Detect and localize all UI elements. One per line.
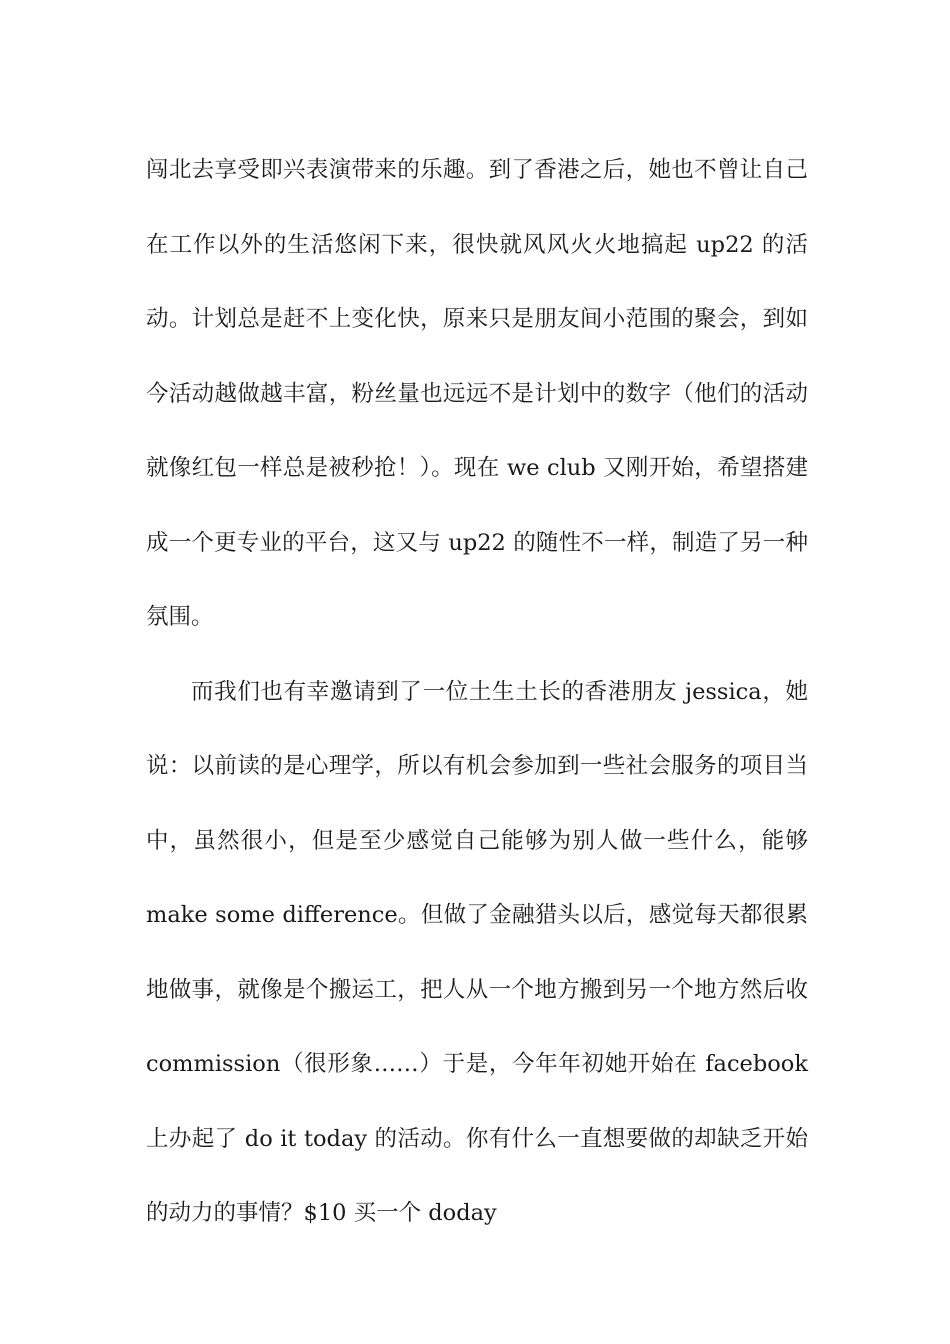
- document-body: [146, 133, 808, 1251]
- paragraph-1: 闯北去享受即兴表演带来的乐趣。到了香港之后，她也不曾让自己在工作以外的生活悠闲下来，很快就风风火火地搞起 up22 的活动。计划总是赶不上变化快，原来只是朋友间小范围的聚会，到如今活动越做越丰富，粉丝量也远远不是计划中的数字（他们的活动就像红包一样总是被秒抢！）。现在 we club 又刚开始，希望搭建成一个更专业的平台，这又与 up22 的随性不一样，制造了另一种氛围。: [146, 157, 808, 630]
- paragraph-2: 而我们也有幸邀请到了一位土生土长的香港朋友 jessica，她说：以前读的是心理学，所以有机会参加到一些社会服务的项目当中，虽然很小，但是至少感觉自己能够为别人做一些什么，能够 make some difference。但做了金融猎头以后，感觉每天都很累地做事，就像是个搬运工，把人从一个地方搬到另一个地方然后收 commission（很形象……）于是，今年年初她开始在 facebook 上办起了 do it today 的活动。你有什么一直想要做的却缺乏开始的动力的事情？$10 买一个 doday: [146, 678, 808, 1226]
